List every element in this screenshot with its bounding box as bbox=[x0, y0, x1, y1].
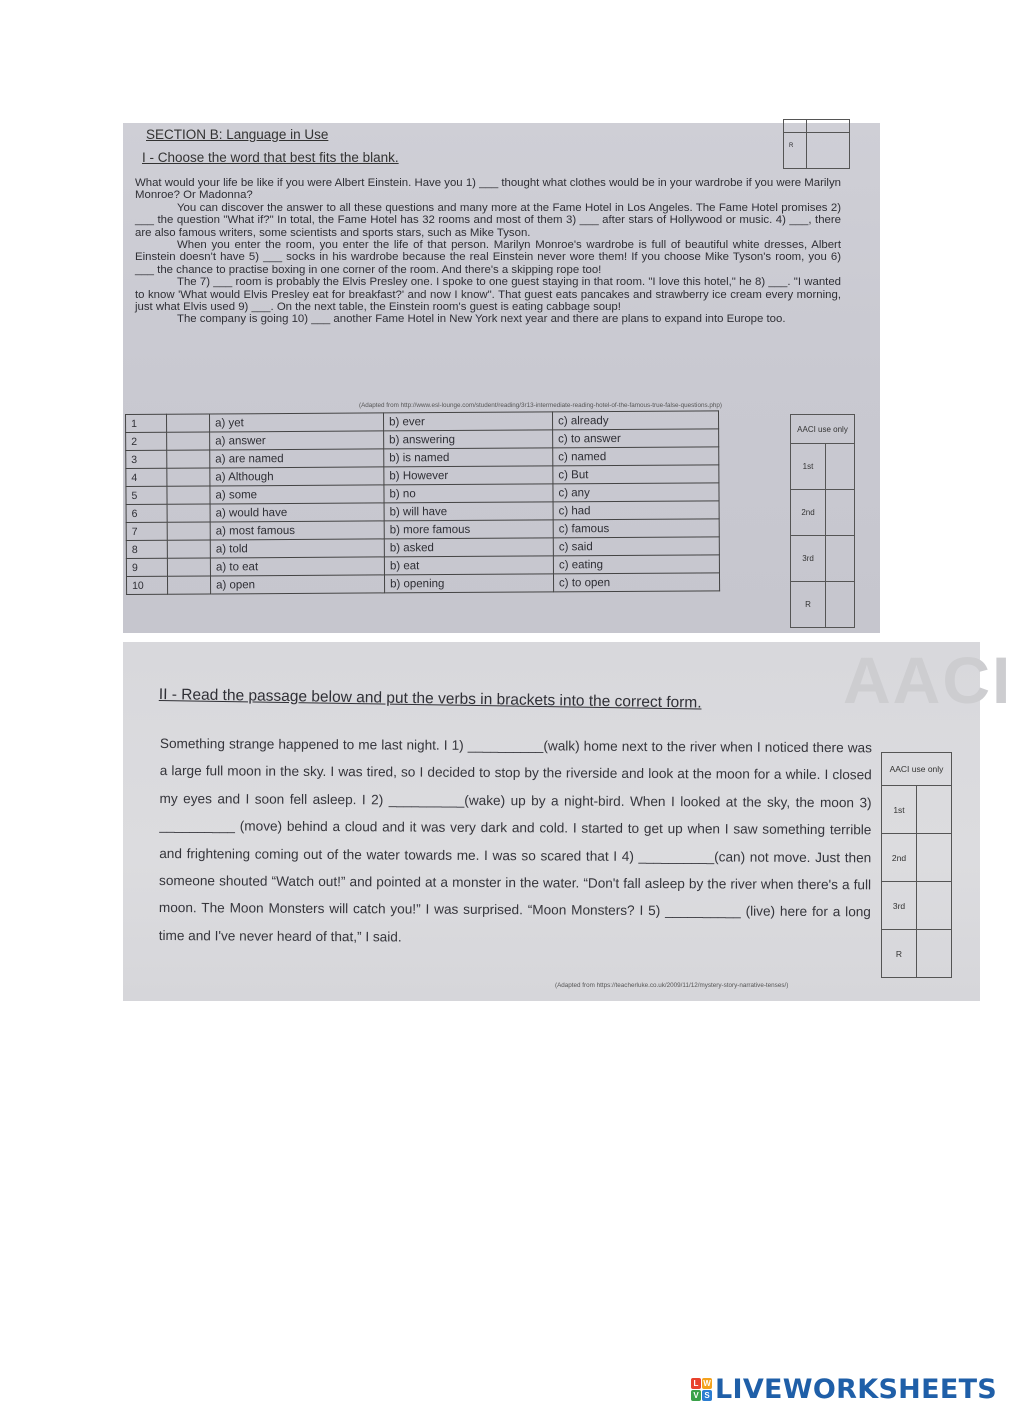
answer-cell[interactable] bbox=[167, 468, 210, 486]
answer-cell[interactable] bbox=[167, 504, 210, 522]
logo-tile: W bbox=[703, 1379, 711, 1388]
option-b[interactable]: b) more famous bbox=[384, 520, 553, 539]
liveworksheets-logo-icon bbox=[691, 1378, 712, 1401]
option-a[interactable]: a) most famous bbox=[210, 521, 384, 540]
aaci-row-label: 2nd bbox=[791, 490, 826, 536]
aaci-row-label: R bbox=[882, 930, 917, 978]
aaci-header: AACI use only bbox=[791, 415, 855, 444]
answer-cell[interactable] bbox=[167, 486, 210, 504]
question-number: 9 bbox=[126, 558, 167, 576]
logo-text: LIVEWORKSHEETS bbox=[715, 1374, 998, 1405]
aaci-row-label: R bbox=[791, 582, 826, 628]
answer-cell[interactable] bbox=[167, 450, 210, 468]
option-c[interactable]: c) already bbox=[552, 411, 718, 430]
aaci-row-label: 3rd bbox=[882, 882, 917, 930]
source-citation: (Adapted from http://www.esl-lounge.com/student/reading/3r13-intermediate-reading-hotel-of-the-famous-true-false-questions.php) bbox=[359, 402, 722, 409]
option-a[interactable]: a) would have bbox=[210, 503, 384, 522]
question-number: 8 bbox=[126, 540, 167, 558]
question-number: 1 bbox=[126, 414, 167, 432]
aaci-score-cell bbox=[826, 582, 855, 628]
moon-passage bbox=[159, 730, 872, 954]
aaci-score-cell bbox=[826, 536, 855, 582]
option-b[interactable]: b) However bbox=[384, 466, 553, 485]
aaci-score-cell bbox=[917, 930, 952, 978]
option-b[interactable]: b) no bbox=[384, 484, 553, 503]
aaci-top-box bbox=[783, 119, 850, 169]
table-row bbox=[126, 573, 719, 595]
aaci-header: AACI use only bbox=[882, 753, 952, 786]
aaci-row-label: 3rd bbox=[791, 536, 826, 582]
answer-cell[interactable] bbox=[167, 576, 210, 594]
option-a[interactable]: a) told bbox=[210, 539, 384, 558]
aaci-top-label: R bbox=[789, 143, 794, 149]
passage-paragraph: When you enter the room, you enter the life of that person. Marilyn Monroe's wardrobe is full of beautiful white dresses, Albert Einstein doesn't have 5) ___ socks in his wardrobe because the real Einstein never wore them! If you choose Mike Tyson's room, you 6) ___ the chance to practise boxing in one corner of the room. And there's a skipping rope too! bbox=[135, 239, 841, 276]
option-a[interactable]: a) open bbox=[210, 575, 384, 594]
question-number: 7 bbox=[126, 522, 167, 540]
option-c[interactable]: c) had bbox=[553, 501, 719, 520]
question-number: 2 bbox=[126, 432, 167, 450]
passage-paragraph: What would your life be like if you were Albert Einstein. Have you 1) ___ thought what clothes would be in your wardrobe if you were Marilyn Monroe? Or Madonna? bbox=[135, 177, 841, 202]
option-c[interactable]: c) to open bbox=[553, 573, 719, 592]
question-number: 6 bbox=[126, 504, 167, 522]
aaci-score-cell bbox=[917, 786, 952, 834]
section-title: SECTION B: Language in Use bbox=[146, 127, 329, 142]
option-b[interactable]: b) will have bbox=[384, 502, 553, 521]
question-number: 4 bbox=[126, 468, 167, 486]
question-number: 5 bbox=[126, 486, 167, 504]
option-c[interactable]: c) said bbox=[553, 537, 719, 556]
option-c[interactable]: c) eating bbox=[553, 555, 719, 574]
aaci-row-label: 2nd bbox=[882, 834, 917, 882]
logo-tile: S bbox=[702, 1390, 712, 1401]
aaci-row-label: 1st bbox=[882, 786, 917, 834]
option-c[interactable]: c) to answer bbox=[553, 429, 719, 448]
option-c[interactable]: c) named bbox=[553, 447, 719, 466]
option-b[interactable]: b) eat bbox=[384, 556, 553, 575]
option-b[interactable]: b) is named bbox=[384, 448, 553, 467]
hotel-passage bbox=[135, 177, 841, 326]
option-a[interactable]: a) to eat bbox=[210, 557, 384, 576]
answer-cell[interactable] bbox=[167, 558, 210, 576]
aaci-score-cell bbox=[826, 444, 855, 490]
question-number: 10 bbox=[126, 576, 167, 594]
answer-cell[interactable] bbox=[167, 432, 210, 450]
question-number: 3 bbox=[126, 450, 167, 468]
aaci-score-box bbox=[790, 414, 855, 628]
option-a[interactable]: a) some bbox=[210, 485, 384, 504]
passage-paragraph: You can discover the answer to all these questions and many more at the Fame Hotel in Los Angeles. The Fame Hotel promises 2) ___ the question "What if?" In total, the Fame Hotel has 32 rooms and most of them 3) ___ after stars of Hollywood or music. 4) ___, there are also famous writers, some scientists and sports stars, such as Mike Tyson. bbox=[135, 201, 841, 239]
passage-paragraph: The company is going 10) ___ another Fame Hotel in New York next year and there are plans to expand into Europe too. bbox=[177, 313, 786, 326]
watermark-logo: AACI bbox=[843, 643, 1012, 717]
answer-cell[interactable] bbox=[167, 414, 210, 432]
passage-paragraph: Something strange happened to me last night. I 1) __________(walk) home next to the river when I noticed there was a large full moon in the sky. I was tired, so I decided to stop by the riverside and look at the moon for a while. I closed my eyes and I soon fell asleep. I 2) __________(wake) up by a night-bird. When I looked at the sky, the moon 3) __________ (move) behind a cloud and it was very dark and cold. I started to get up when I saw something terrible and frightening coming out of the water towards me. I was so scared that I 4) __________(can) not move. Just then someone shouted “Watch out!” and pointed at a monster in the water. “Don't fall asleep by the river when there's a full moon. The Moon Monsters will catch you!” I was surprised. “Moon Monsters? I 5) __________ (live) here for a long time and I've never heard of that,” I said. bbox=[158, 735, 872, 945]
source-citation: (Adapted from https://teacherluke.co.uk/2009/11/12/mystery-story-narrative-tenses/) bbox=[555, 982, 789, 989]
option-c[interactable]: c) famous bbox=[553, 519, 719, 538]
part-one-title: I - Choose the word that best fits the blank. bbox=[142, 150, 399, 165]
option-b[interactable]: b) ever bbox=[383, 412, 552, 431]
aaci-score-cell bbox=[826, 490, 855, 536]
option-b[interactable]: b) asked bbox=[384, 538, 553, 557]
passage-paragraph: The 7) ___ room is probably the Elvis Presley one. I spoke to one guest staying in that room. "I love this hotel," he 8) ___. "I wanted to know 'What would Elvis Presley eat for breakfast?' and now I know". That guest eats pancakes and strawberry ice cream every morning, just what Elvis used 9) ___. On the next table, the Einstein room's guest is eating cabbage soup! bbox=[135, 276, 841, 314]
answer-cell[interactable] bbox=[167, 522, 210, 540]
option-a[interactable]: a) are named bbox=[210, 449, 384, 468]
liveworksheets-logo[interactable] bbox=[691, 1374, 997, 1405]
option-c[interactable]: c) any bbox=[553, 483, 719, 502]
logo-tile: L bbox=[691, 1378, 701, 1389]
option-a[interactable]: a) answer bbox=[210, 431, 384, 450]
aaci-score-cell bbox=[917, 834, 952, 882]
aaci-score-box bbox=[881, 752, 952, 978]
option-b[interactable]: b) answering bbox=[384, 430, 553, 449]
options-table bbox=[125, 410, 720, 595]
option-a[interactable]: a) Although bbox=[210, 467, 384, 486]
answer-cell[interactable] bbox=[167, 540, 210, 558]
section-b-photo bbox=[123, 123, 880, 633]
part-two-title: II - Read the passage below and put the verbs in brackets into the correct form. bbox=[158, 686, 702, 712]
aaci-row-label: 1st bbox=[791, 444, 826, 490]
option-c[interactable]: c) But bbox=[553, 465, 719, 484]
logo-tile: V bbox=[691, 1390, 701, 1401]
option-b[interactable]: b) opening bbox=[384, 574, 553, 593]
aaci-score-cell bbox=[917, 882, 952, 930]
option-a[interactable]: a) yet bbox=[210, 413, 384, 432]
part-two-photo bbox=[123, 642, 1012, 1001]
